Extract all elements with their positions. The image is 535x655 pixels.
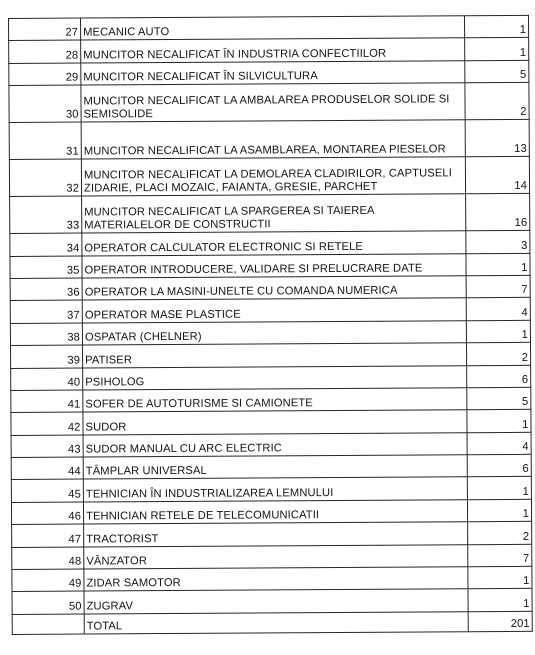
occupation-name: TEHNICIAN RETELE DE TELECOMUNICATII xyxy=(83,500,467,525)
table-row xyxy=(9,156,529,196)
row-number: 40 xyxy=(11,368,83,391)
table-row xyxy=(9,15,529,41)
row-number: 46 xyxy=(11,502,83,525)
occupation-name: SUDOR MANUAL CU ARC ELECTRIC xyxy=(83,432,467,457)
occupation-name: ZUGRAV xyxy=(84,589,468,614)
occupation-name: SOFER DE AUTOTURISME SI CAMIONETE xyxy=(83,388,467,413)
occupation-name: OSPATAR (CHELNER) xyxy=(82,320,466,345)
table-row xyxy=(12,589,532,615)
row-number: 50 xyxy=(12,591,84,614)
occupation-name: ZIDAR SAMOTOR xyxy=(84,567,468,592)
row-number: 29 xyxy=(9,63,81,86)
table-row xyxy=(10,320,530,346)
vacancy-count: 6 xyxy=(467,454,531,477)
vacancy-count: 1 xyxy=(467,410,531,433)
occupations-table xyxy=(8,15,533,635)
row-number: 34 xyxy=(10,233,82,256)
table-row xyxy=(12,522,532,548)
table-row xyxy=(11,432,531,458)
table-row xyxy=(10,193,530,233)
table-row xyxy=(12,566,532,592)
vacancy-count: 2 xyxy=(465,82,529,119)
vacancy-count: 1 xyxy=(466,253,530,276)
row-number: 47 xyxy=(12,524,84,547)
total-count: 201 xyxy=(468,611,532,631)
vacancy-count: 5 xyxy=(467,387,531,410)
vacancy-count: 4 xyxy=(466,298,530,321)
occupations-sheet xyxy=(8,15,532,635)
vacancy-count: 4 xyxy=(467,432,531,455)
vacancy-count: 2 xyxy=(468,522,532,545)
occupation-name: MUNCITOR NECALIFICAT ÎN SILVICULTURA xyxy=(81,60,465,85)
vacancy-count: 2 xyxy=(466,342,530,365)
table-row xyxy=(11,499,531,525)
vacancy-count: 1 xyxy=(468,589,532,612)
row-number: 35 xyxy=(10,256,82,279)
row-number: 45 xyxy=(11,480,83,503)
occupation-name: MUNCITOR NECALIFICAT LA AMBALAREA PRODUSELOR SOLIDE SI SEMISOLIDE xyxy=(81,83,465,122)
table-row xyxy=(9,82,529,122)
table-row xyxy=(11,365,531,391)
occupation-name: MUNCITOR NECALIFICAT LA SPARGEREA SI TAIEREA MATERIALELOR DE CONSTRUCTII xyxy=(82,194,466,233)
row-number: 41 xyxy=(11,390,83,413)
row-number: 42 xyxy=(11,412,83,435)
table-row xyxy=(11,477,531,503)
table-row xyxy=(10,298,530,324)
occupation-name: SUDOR xyxy=(83,410,467,435)
vacancy-count: 14 xyxy=(465,156,529,193)
total-number-cell xyxy=(12,614,84,634)
occupation-name: VÂNZATOR xyxy=(84,544,468,569)
occupation-name: PSIHOLOG xyxy=(83,365,467,390)
vacancy-count: 1 xyxy=(467,477,531,500)
table-row xyxy=(12,544,532,570)
vacancy-count: 1 xyxy=(467,499,531,522)
occupation-name: TÂMPLAR UNIVERSAL xyxy=(83,455,467,480)
row-number: 44 xyxy=(11,457,83,480)
table-row xyxy=(9,60,529,86)
occupation-name: OPERATOR CALCULATOR ELECTRONIC SI RETELE xyxy=(82,231,466,256)
table-row xyxy=(11,387,531,413)
vacancy-count: 1 xyxy=(464,15,528,38)
vacancy-count: 1 xyxy=(468,566,532,589)
row-number: 28 xyxy=(9,40,81,63)
occupation-name: MUNCITOR NECALIFICAT LA ASAMBLAREA, MONTAREA PIESELOR xyxy=(81,120,465,159)
table-row xyxy=(10,275,530,301)
table-row xyxy=(11,342,531,368)
total-label: TOTAL xyxy=(84,612,468,634)
row-number: 27 xyxy=(9,18,81,41)
row-number: 31 xyxy=(9,122,81,159)
occupation-name: TEHNICIAN ÎN INDUSTRIALIZAREA LEMNULUI xyxy=(83,477,467,502)
row-number: 39 xyxy=(11,345,83,368)
vacancy-count: 6 xyxy=(467,365,531,388)
row-number: 43 xyxy=(11,435,83,458)
occupation-name: OPERATOR LA MASINI-UNELTE CU COMANDA NUMERICA xyxy=(82,276,466,301)
row-number: 48 xyxy=(12,547,84,570)
table-row xyxy=(10,230,530,256)
vacancy-count: 3 xyxy=(466,230,530,253)
occupation-name: MUNCITOR NECALIFICAT LA DEMOLAREA CLADIRILOR, CAPTUSELI ZIDARIE, PLACI MOZAIC, FAIANTA, GRESIE, PARCHET xyxy=(81,157,465,196)
vacancy-count: 1 xyxy=(465,38,529,61)
total-row xyxy=(12,611,532,634)
vacancy-count: 1 xyxy=(466,320,530,343)
vacancy-count: 13 xyxy=(465,119,529,156)
row-number: 30 xyxy=(9,85,81,122)
row-number: 38 xyxy=(10,323,82,346)
vacancy-count: 5 xyxy=(465,60,529,83)
vacancy-count: 16 xyxy=(466,193,530,230)
occupation-name: TRACTORIST xyxy=(84,522,468,547)
occupation-name: OPERATOR MASE PLASTICE xyxy=(82,298,466,323)
row-number: 33 xyxy=(10,196,82,233)
table-row xyxy=(9,119,529,159)
vacancy-count: 7 xyxy=(466,275,530,298)
row-number: 49 xyxy=(12,569,84,592)
vacancy-count: 7 xyxy=(468,544,532,567)
table-row xyxy=(9,38,529,64)
occupation-name: MUNCITOR NECALIFICAT ÎN INDUSTRIA CONFECTIILOR xyxy=(81,38,465,63)
row-number: 32 xyxy=(9,159,81,196)
row-number: 36 xyxy=(10,278,82,301)
table-row xyxy=(10,253,530,279)
table-row xyxy=(11,454,531,480)
table-row xyxy=(11,410,531,436)
occupation-name: PATISER xyxy=(82,343,466,368)
occupation-name: MECANIC AUTO xyxy=(81,16,465,41)
occupation-name: OPERATOR INTRODUCERE, VALIDARE SI PRELUCRARE DATE xyxy=(82,253,466,278)
row-number: 37 xyxy=(10,300,82,323)
